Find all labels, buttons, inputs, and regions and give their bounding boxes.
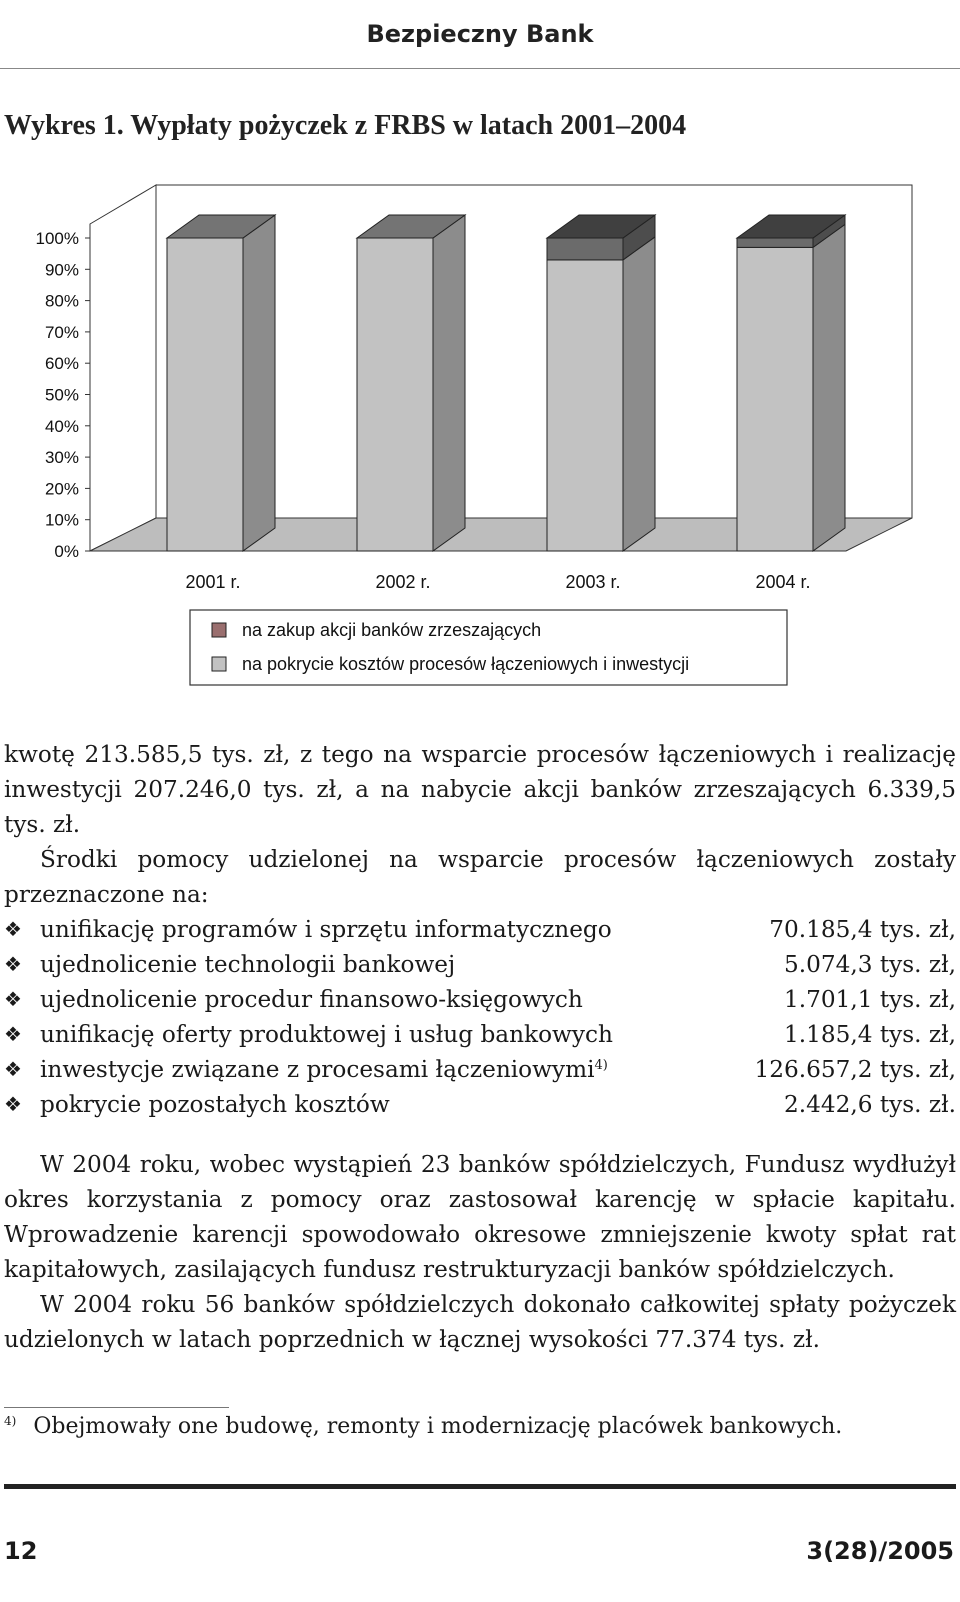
bar-segment-front [167,238,243,551]
bar-segment-side [243,215,275,551]
footnote-mark: 4) [4,1414,17,1428]
bar-segment-side [813,224,845,551]
chart-legend [190,610,787,685]
chart-x-labels [185,572,810,592]
diamond-bullet-icon: ❖ [4,1057,22,1081]
footnote [4,1410,954,1444]
footnote-reference: 4) [594,1058,608,1073]
footer-divider [4,1484,956,1489]
list-item-label: inwestycje związane z procesami łączeniowymi$^{4)}$ [40,1056,608,1083]
bar-segment-front [547,260,623,551]
diamond-bullet-icon: ❖ [4,917,22,941]
list-item-amount: 1.701,1 tys. zł, [783,986,956,1013]
bar-segment-front [737,247,813,551]
list-item [4,1017,956,1052]
figure-caption: Wykres 1. Wypłaty pożyczek z FRBS w latach 2001–2004 [4,110,687,141]
footnote-text: Obejmowały one budowę, remonty i modernizację placówek bankowych. [33,1414,843,1439]
bar-chart [0,170,960,710]
page-number: 12 [4,1537,38,1565]
y-tick-label: 10% [44,510,79,530]
list-item-label: pokrycie pozostałych kosztów [40,1091,390,1118]
bar-segment-side [433,215,465,551]
diamond-bullet-icon: ❖ [4,987,22,1011]
legend-swatch [212,657,226,671]
list-item [4,1052,956,1087]
page-header-title: Bezpieczny Bank [366,20,594,48]
legend-label: na zakup akcji banków zrzeszających [242,620,542,640]
legend-swatch [212,623,226,637]
text-block-lower [4,1147,956,1357]
legend-label: na pokrycie kosztów procesów łączeniowych i inwestycji [242,654,690,674]
paragraph-2: Środki pomocy udzielonej na wsparcie procesów łączeniowych zostały przeznaczone na: [4,846,956,908]
list-item-amount: 70.185,4 tys. zł, [769,916,956,943]
list-item [4,1087,956,1122]
y-tick-label: 50% [44,385,79,405]
text-block-upper [4,737,956,1122]
paragraph-3: W 2004 roku, wobec wystąpień 23 banków spółdzielczych, Fundusz wydłużył okres korzystania z pomocy oraz zastosował karencję w spłacie kapitału. Wprowadzenie karencji spowodowało okresowe zmniejszenie kwoty spłat rat kapitałowych, zasilających fundusz restrukturyzacji banków spółdzielczych. [4,1151,956,1283]
paragraph-1: kwotę 213.585,5 tys. zł, z tego na wsparcie procesów łączeniowych i realizację inwestycji 207.246,0 tys. zł, a na nabycie akcji banków zrzeszających 6.339,5 tys. zł. [4,741,956,838]
y-tick-label: 100% [35,229,79,248]
bar-segment-front [547,238,623,260]
list-item-label: unifikację programów i sprzętu informatycznego [40,916,612,943]
y-tick-label: 70% [44,322,79,342]
bar-segment-front [357,238,433,551]
diamond-bullet-icon: ❖ [4,1092,22,1116]
footnote-divider [4,1407,229,1408]
list-item [4,982,956,1017]
y-tick-label: 90% [44,260,79,280]
list-item [4,912,956,947]
y-tick-label: 80% [44,291,79,311]
header-divider [0,68,960,69]
x-tick-label: 2004 r. [755,572,811,592]
list-item-label: unifikację oferty produktowej i usług bankowych [40,1021,613,1048]
x-tick-label: 2003 r. [565,572,621,592]
y-tick-label: 40% [44,416,79,436]
list-item-label: ujednolicenie procedur finansowo-księgowych [40,986,583,1013]
list-item-amount: 2.442,6 tys. zł. [783,1091,956,1118]
y-tick-label: 60% [44,354,79,374]
chart-side-wall [90,185,156,551]
diamond-bullet-icon: ❖ [4,952,22,976]
list-item-amount: 126.657,2 tys. zł, [754,1056,956,1083]
bar-segment-front [737,238,813,247]
x-tick-label: 2001 r. [185,572,241,592]
y-tick-label: 20% [44,479,79,499]
list-item-amount: 5.074,3 tys. zł, [783,951,956,978]
y-tick-label: 0% [54,542,79,561]
list-item-amount: 1.185,4 tys. zł, [783,1021,956,1048]
issue-number: 3(28)/2005 [806,1537,954,1565]
list-item [4,947,956,982]
y-tick-label: 30% [44,448,79,468]
list-item-label: ujednolicenie technologii bankowej [40,951,456,978]
allocation-list [4,912,956,1122]
chart-y-axis [36,224,90,561]
bar-segment-side [623,237,655,551]
x-tick-label: 2002 r. [375,572,431,592]
diamond-bullet-icon: ❖ [4,1022,22,1046]
paragraph-4: W 2004 roku 56 banków spółdzielczych dokonało całkowitej spłaty pożyczek udzielonych w latach poprzednich w łącznej wysokości 77.374 tys. zł. [4,1291,956,1353]
